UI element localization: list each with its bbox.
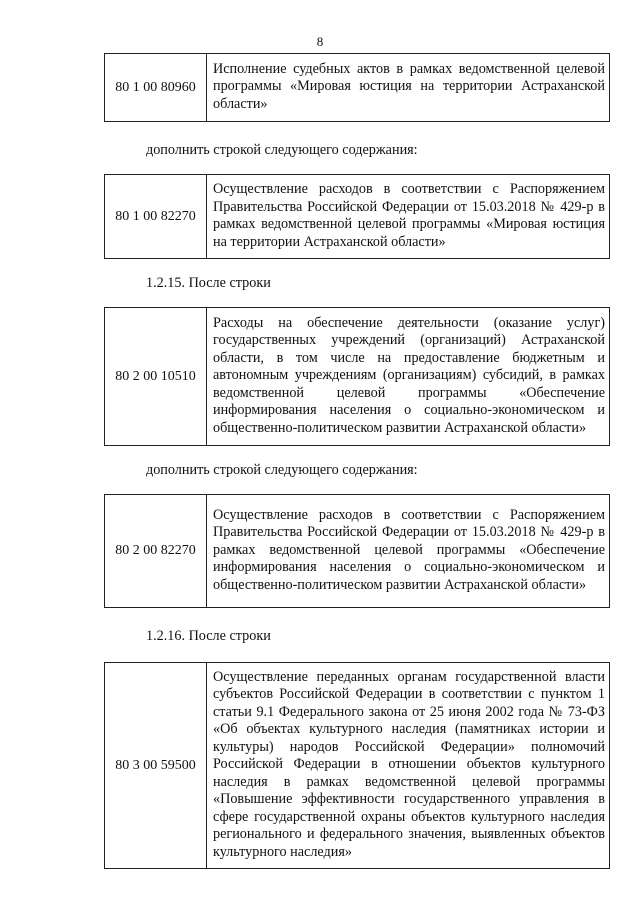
paragraph-supplement: дополнить строкой следующего содержания:	[146, 142, 418, 158]
budget-code-cell: 80 1 00 80960	[105, 54, 207, 122]
table-row	[104, 307, 610, 446]
table-row	[104, 174, 610, 259]
description-cell: Осуществление расходов в соответствии с Распоряжением Правительства Российской Федерации от 15.03.2018 № 429-р в рамках ведомственной целевой программы «Мировая юстиция на территории Астраханской области»	[207, 175, 610, 259]
table-row	[104, 662, 610, 869]
description-cell: Исполнение судебных актов в рамках ведомственной целевой программы «Мировая юстиция на территории Астраханской области»	[207, 54, 610, 122]
budget-code-cell: 80 2 00 10510	[105, 308, 207, 446]
description-cell: Осуществление переданных органам государственной власти субъектов Российской Федерации в соответствии с пунктом 1 статьи 9.1 Федерального закона от 25 июня 2002 года № 73-ФЗ «Об объектах культурного наследия (памятниках истории и культуры) народов Российской Федерации» полномочий Российской Федерации в отношении объектов культурного наследия в рамках ведомственной целевой программы «Повышение эффективности государственного управления в сфере государственной охраны объектов культурного наследия регионального и федерального значения, выявленных объектов культурного наследия»	[207, 663, 610, 869]
budget-code-cell: 80 3 00 59500	[105, 663, 207, 869]
description-cell: Расходы на обеспечение деятельности (оказание услуг) государственных учреждений (организаций) Астраханской области, в том числе на предоставление бюджетным и автономным учреждениям (организациям) субсидий, в рамках ведомственной целевой программы «Обеспечение информирования населения о социально-экономическом и общественно-политическом развитии Астраханской области»	[207, 308, 610, 446]
table-row	[104, 494, 610, 608]
section-heading-1-2-15: 1.2.15. После строки	[146, 275, 271, 291]
page-number: 8	[316, 34, 324, 49]
budget-code-cell: 80 1 00 82270	[105, 175, 207, 259]
description-cell: Осуществление расходов в соответствии с Распоряжением Правительства Российской Федерации от 15.03.2018 № 429-р в рамках ведомственной целевой программы «Обеспечение информирования населения о социально-экономическом и общественно-политическом развитии Астраханской области»	[207, 495, 610, 608]
table-row	[104, 53, 610, 122]
section-heading-1-2-16: 1.2.16. После строки	[146, 628, 271, 644]
paragraph-supplement: дополнить строкой следующего содержания:	[146, 462, 418, 478]
budget-code-cell: 80 2 00 82270	[105, 495, 207, 608]
